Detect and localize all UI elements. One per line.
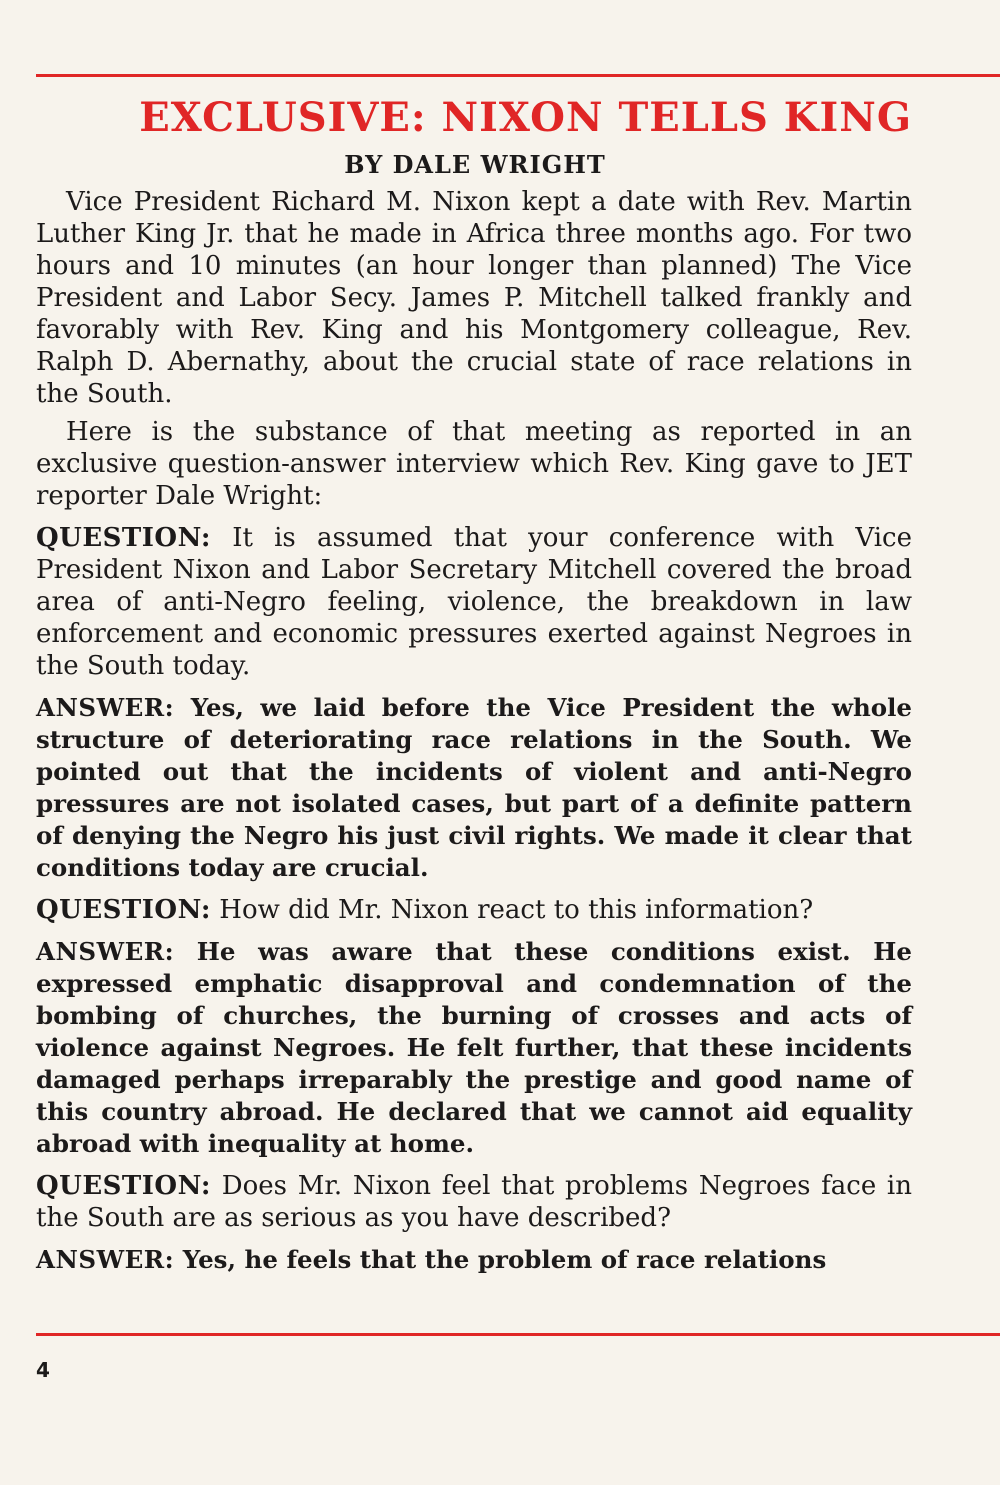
question-paragraph: [36, 1170, 912, 1234]
answer-text: He was aware that these conditions exist. He expressed emphatic disapproval and condemnation of the bombing of churches, the burning of crosses and acts of violence against Negroes. He felt further, that these incidents damaged perhaps irreparably the prestige and good name of this country abroad. He declared that we cannot aid equality abroad with inequality at home.: [36, 937, 912, 1158]
page-number: 4: [36, 1358, 50, 1382]
article-body: [36, 186, 912, 1286]
answer-paragraph: [36, 936, 912, 1160]
headline: EXCLUSIVE: NIXON TELLS KING: [139, 94, 912, 141]
question-text: Does Mr. Nixon feel that problems Negroes face in the South are as serious as you have described?: [36, 1171, 912, 1233]
answer-text: Yes, we laid before the Vice President the whole structure of deteriorating race relations in the South. We pointed out that the incidents of violent and anti-Negro pressures are not isolated cases, but part of a definite pattern of denying the Negro his just civil rights. We made it clear that conditions today are crucial.: [36, 693, 913, 882]
question-paragraph: [36, 522, 912, 682]
question-text: How did Mr. Nixon react to this information?: [219, 895, 814, 925]
answer-label: ANSWER:: [36, 937, 175, 966]
bottom-red-rule: [36, 1333, 1000, 1336]
question-label: QUESTION:: [36, 523, 212, 553]
answer-label: ANSWER:: [36, 693, 175, 722]
answer-text: Yes, he feels that the problem of race relations: [182, 1245, 827, 1274]
question-label: QUESTION:: [36, 895, 212, 925]
question-paragraph: [36, 894, 912, 926]
question-text: It is assumed that your conference with Vice President Nixon and Labor Secretary Mitchell covered the broad area of anti-Negro feeling, violence, the breakdown in law enforcement and economic pressures exerted against Negroes in the South today.: [36, 523, 912, 681]
answer-label: ANSWER:: [36, 1245, 175, 1274]
intro-paragraph: Vice President Richard M. Nixon kept a date with Rev. Martin Luther King Jr. that he made in Africa three months ago. For two hours and 10 minutes (an hour longer than planned) The Vice President and Labor Secy. James P. Mitchell talked frankly and favorably with Rev. King and his Montgomery colleague, Rev. Ralph D. Abernathy, about the crucial state of race relations in the South.: [36, 187, 912, 409]
top-red-rule: [36, 74, 1000, 77]
intro-paragraph: Here is the substance of that meeting as reported in an exclusive question-answer interview which Rev. King gave to JET reporter Dale Wright:: [36, 417, 912, 511]
answer-paragraph: [36, 692, 912, 884]
byline: BY DALE WRIGHT: [344, 150, 606, 179]
question-label: QUESTION:: [36, 1171, 212, 1201]
answer-paragraph: [36, 1244, 912, 1276]
